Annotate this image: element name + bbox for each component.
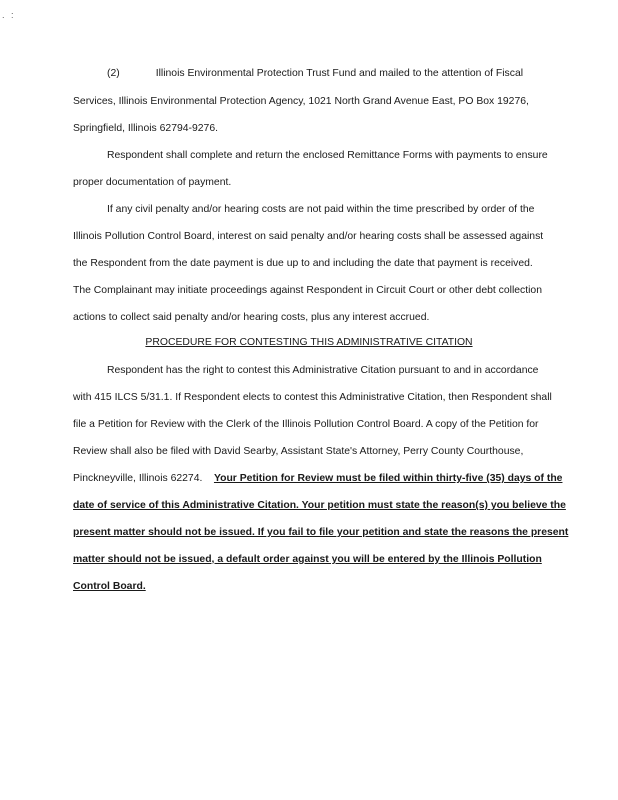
paragraph-line — [107, 68, 523, 80]
paragraph-line: with 415 ILCS 5/31.1. If Respondent elects to contest this Administrative Citation, then Respondent shall — [73, 392, 552, 403]
line-text: Pinckneyville, Illinois 62274. — [73, 473, 203, 484]
paragraph-line: Services, Illinois Environmental Protection Agency, 1021 North Grand Avenue East, PO Box 19276, — [73, 96, 529, 107]
bold-notice-line: date of service of this Administrative Citation. Your petition must state the reason(s) you believe the — [73, 500, 566, 511]
paragraph-line: the Respondent from the date payment is due up to and including the date that payment is received. — [73, 258, 533, 269]
corner-mark: . : — [2, 10, 16, 20]
paragraph-line: Springfield, Illinois 62794-9276. — [73, 123, 218, 134]
paragraph-line: file a Petition for Review with the Clerk of the Illinois Pollution Control Board. A copy of the Petition for — [73, 419, 539, 430]
bold-notice-line: present matter should not be issued. If you fail to file your petition and state the reasons the present — [73, 527, 569, 538]
paragraph-line: Respondent has the right to contest this Administrative Citation pursuant to and in accordance — [107, 365, 539, 376]
bold-notice: Your Petition for Review must be filed within thirty-five (35) days of the — [213, 473, 563, 484]
paragraph-line: Respondent shall complete and return the enclosed Remittance Forms with payments to ensure — [107, 150, 548, 161]
paragraph-line — [73, 473, 562, 485]
section-heading: PROCEDURE FOR CONTESTING THIS ADMINISTRATIVE CITATION — [145, 337, 473, 348]
paragraph-line: The Complainant may initiate proceedings against Respondent in Circuit Court or other debt collection — [73, 285, 542, 296]
bold-notice-line: Control Board. — [73, 581, 146, 592]
paragraph-line: actions to collect said penalty and/or hearing costs, plus any interest accrued. — [73, 312, 430, 323]
item-number: (2) — [107, 68, 120, 79]
paragraph-line: If any civil penalty and/or hearing costs are not paid within the time prescribed by order of the — [107, 204, 535, 215]
line-text: Illinois Environmental Protection Trust Fund and mailed to the attention of Fiscal — [155, 68, 524, 79]
paragraph-line: Review shall also be filed with David Searby, Assistant State's Attorney, Perry County Courthouse, — [73, 446, 524, 457]
paragraph-line: proper documentation of payment. — [73, 177, 232, 188]
paragraph-line: Illinois Pollution Control Board, interest on said penalty and/or hearing costs shall be assessed against — [73, 231, 544, 242]
bold-notice-line: matter should not be issued, a default order against you will be entered by the Illinois Pollution — [73, 554, 542, 565]
